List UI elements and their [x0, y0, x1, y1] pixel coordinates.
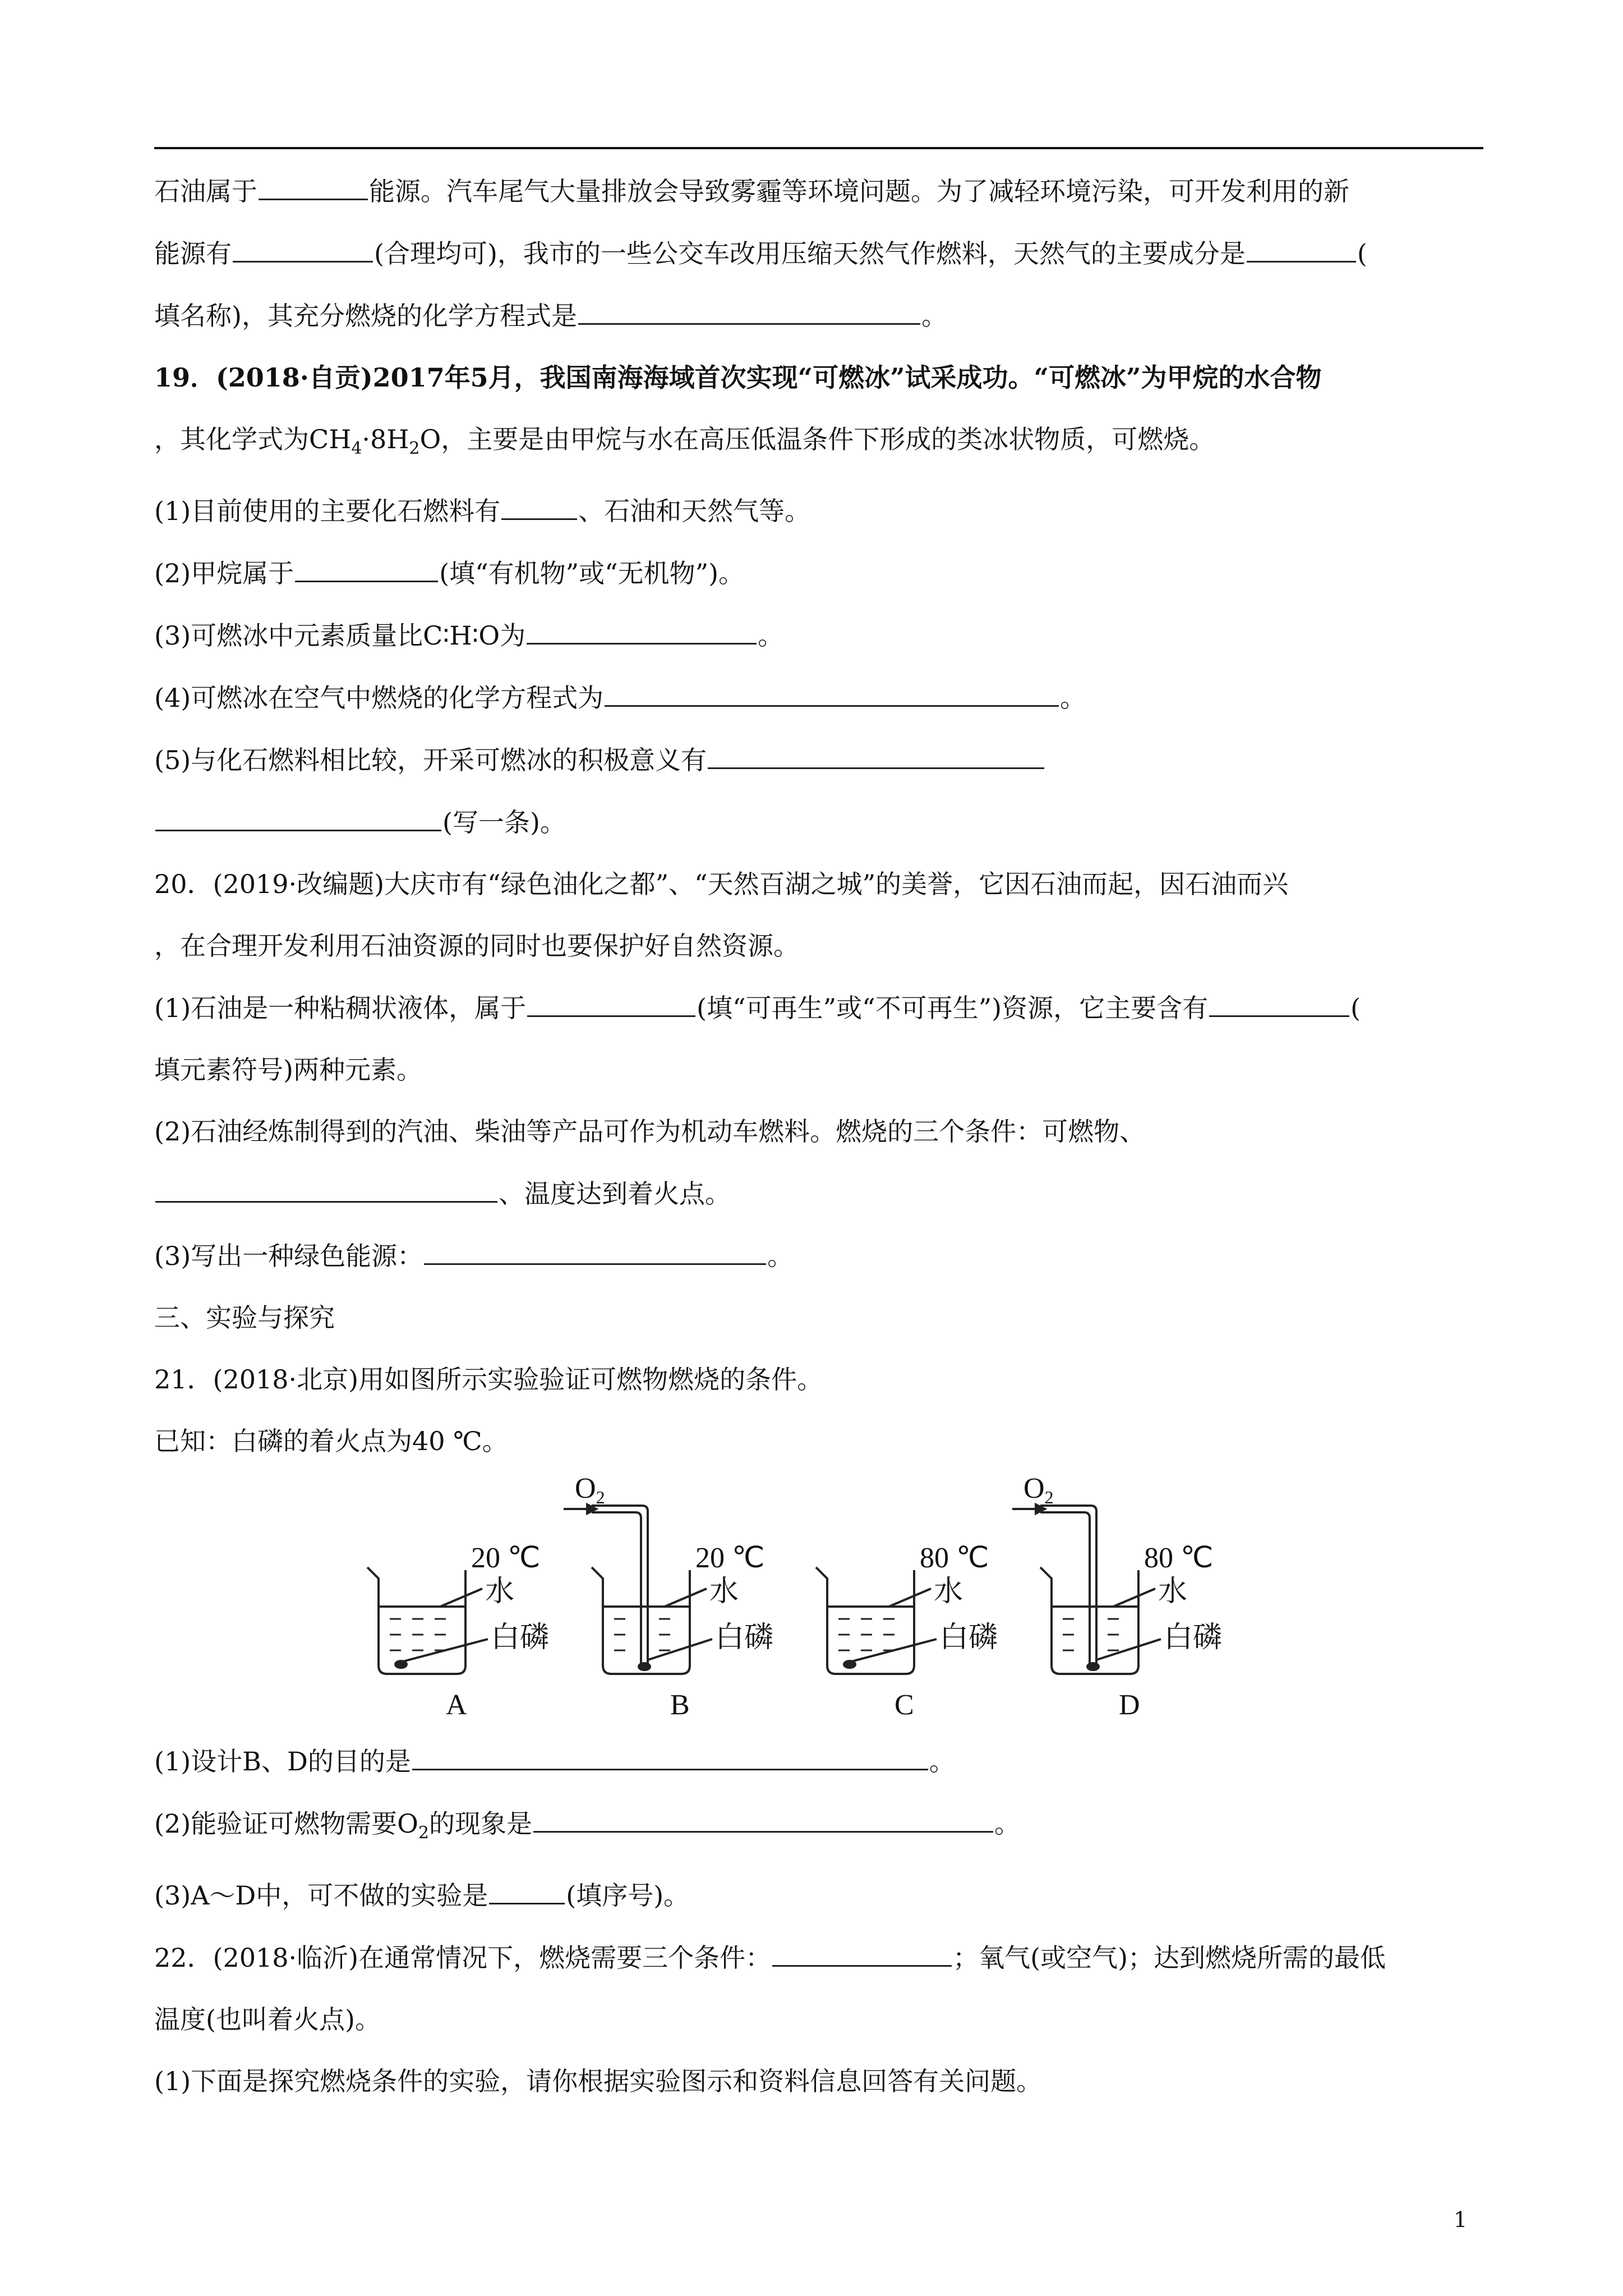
- answer-blank[interactable]: [412, 1741, 928, 1770]
- o2-label-d: O2: [1023, 1473, 1054, 1508]
- q20-part-2: (2)石油经炼制得到的汽油、柴油等产品可作为机动车燃料。燃烧的三个条件：可燃物、: [154, 1116, 1146, 1147]
- q19-stem-1: 19．(2018·自贡)2017年5月，我国南海海域首次实现“可燃冰”试采成功。“可燃冰”为甲烷的水合物: [154, 362, 1322, 393]
- q22-stem-2: 温度(也叫着火点)。: [154, 2004, 381, 2035]
- answer-blank[interactable]: [1209, 987, 1349, 1017]
- q21-part-1: (1)设计B、D的目的是 。: [154, 1730, 1489, 1792]
- phosphorus-label-b: 白磷: [715, 1622, 774, 1654]
- q19-part-1: (1)目前使用的主要化石燃料有 、石油和天然气等。: [154, 480, 1489, 542]
- q19-part-3: (3)可燃冰中元素质量比C∶H∶O为 。: [154, 604, 1489, 666]
- q19-part-5: (5)与化石燃料相比较，开采可燃冰的积极意义有: [154, 729, 1489, 791]
- answer-blank[interactable]: [578, 295, 920, 325]
- beaker-d: [1040, 1506, 1161, 1674]
- q20-part-3: (3)写出一种绿色能源： 。: [154, 1225, 1489, 1287]
- answer-blank[interactable]: [605, 677, 1059, 707]
- q19-part-2: (2)甲烷属于 (填“有机物”或“无机物”)。: [154, 542, 1489, 604]
- phosphorus-label-a: 白磷: [491, 1622, 550, 1654]
- q19-part-4: (4)可燃冰在空气中燃烧的化学方程式为 。: [154, 666, 1489, 729]
- temp-c: 80 ℃: [920, 1542, 989, 1575]
- answer-blank[interactable]: [708, 739, 1044, 769]
- q18-line-1: 石油属于 能源。汽车尾气大量排放会导致雾霾等环境问题。为了减轻环境污染，可开发利用的新: [154, 160, 1489, 222]
- q22-part-1: (1)下面是探究燃烧条件的实验，请你根据实验图示和资料信息回答有关问题。: [154, 2066, 1043, 2097]
- q21-part-2: (2)能验证可燃物需要$O_2$的现象是 。: [154, 1792, 1489, 1864]
- q19-part-5-cont: (写一条)。: [154, 791, 1489, 853]
- answer-blank[interactable]: [527, 615, 757, 645]
- q19-stem-2: ，其化学式为$CH_4\cdot 8H_2O$，主要是由甲烷与水在高压低温条件下形成的类冰状物质，可燃烧。: [154, 424, 1215, 459]
- beakers-diagram: [356, 1472, 1265, 1719]
- answer-blank[interactable]: [489, 1875, 565, 1904]
- water-label-b: 水: [709, 1576, 739, 1608]
- beaker-letter-a: A: [446, 1689, 467, 1719]
- q21-stem: 21．(2018·北京)用如图所示实验验证可燃物燃烧的条件。: [154, 1364, 823, 1395]
- temp-d: 80 ℃: [1144, 1542, 1214, 1575]
- answer-blank[interactable]: [155, 1173, 497, 1203]
- temp-b: 20 ℃: [695, 1542, 765, 1575]
- experiment-figure: [154, 1472, 1489, 1730]
- phosphorus-label-d: 白磷: [1164, 1622, 1223, 1654]
- q18-line-2: 能源有 (合理均可)，我市的一些公交车改用压缩天然气作燃料，天然气的主要成分是 (: [154, 222, 1489, 284]
- water-label-a: 水: [485, 1576, 515, 1608]
- section-heading: 三、实验与探究: [154, 1303, 335, 1333]
- beaker-b: [592, 1506, 712, 1674]
- phosphorus-label-c: 白磷: [939, 1622, 998, 1654]
- o2-label-b: O2: [575, 1473, 605, 1508]
- q20-part-1-cont: 填元素符号)两种元素。: [154, 1055, 422, 1085]
- water-label-c: 水: [934, 1576, 963, 1608]
- q20-part-2-cont: 、温度达到着火点。: [154, 1162, 1489, 1225]
- beaker-letter-c: C: [895, 1689, 914, 1719]
- answer-blank[interactable]: [772, 1937, 952, 1967]
- q18-line-3: 填名称)，其充分燃烧的化学方程式是 。: [154, 284, 1489, 347]
- page-number: 1: [1454, 2207, 1468, 2232]
- answer-blank[interactable]: [155, 802, 441, 831]
- q20-stem-1: 20．(2019·改编题)大庆市有“绿色油化之都”、“天然百湖之城”的美誉，它因石油而起，因石油而兴: [154, 869, 1289, 900]
- answer-blank[interactable]: [527, 987, 695, 1017]
- answer-blank[interactable]: [501, 490, 577, 520]
- answer-blank[interactable]: [1247, 233, 1356, 263]
- answer-blank[interactable]: [533, 1803, 993, 1833]
- document-body: [154, 160, 1489, 2112]
- q20-stem-2: ，在合理开发利用石油资源的同时也要保护好自然资源。: [154, 931, 799, 961]
- q21-known: 已知：白磷的着火点为40 ℃。: [154, 1426, 508, 1457]
- answer-blank[interactable]: [233, 233, 373, 263]
- header-rule: [154, 147, 1483, 149]
- answer-blank[interactable]: [259, 171, 368, 200]
- answer-blank[interactable]: [424, 1235, 766, 1265]
- q22-stem-1: 22．(2018·临沂)在通常情况下，燃烧需要三个条件： ；氧气(或空气)；达到燃烧所需的最低: [154, 1926, 1489, 1989]
- temp-a: 20 ℃: [471, 1542, 541, 1575]
- beaker-c: [816, 1567, 937, 1674]
- q20-part-1: (1)石油是一种粘稠状液体，属于 (填“可再生”或“不可再生”)资源，它主要含有 (: [154, 977, 1489, 1039]
- q21-part-3: (3)A～D中，可不做的实验是 (填序号)。: [154, 1864, 1489, 1926]
- beaker-letter-d: D: [1119, 1689, 1140, 1719]
- answer-blank[interactable]: [295, 553, 438, 582]
- beaker-a: [367, 1567, 488, 1674]
- beaker-letter-b: B: [670, 1689, 690, 1719]
- water-label-d: 水: [1158, 1576, 1188, 1608]
